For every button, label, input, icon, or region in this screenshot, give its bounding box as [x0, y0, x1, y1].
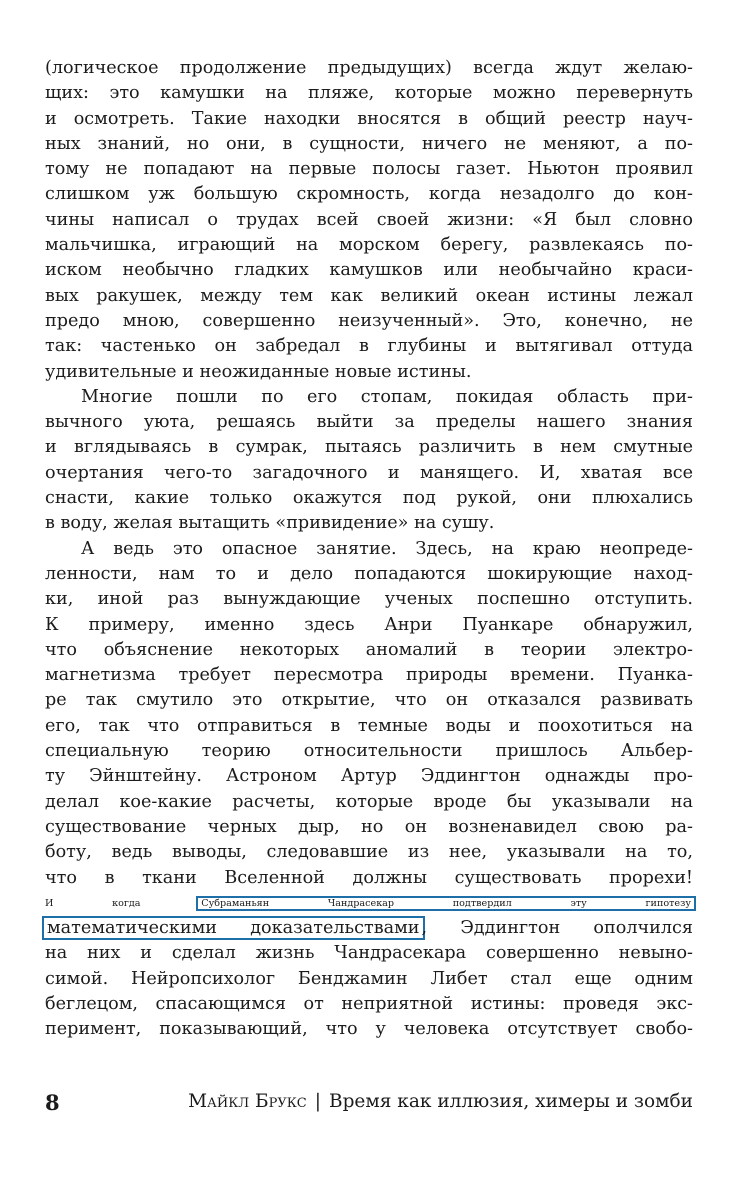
text-line: иском необычно гладких камушков или необычайно краси- [45, 260, 693, 281]
text-line: магнетизма требует пересмотра природы времени. Пуанка- [45, 665, 693, 686]
text-line: ных знаний, но они, в сущности, ничего не меняют, а по- [45, 133, 693, 154]
separator: | [314, 1091, 321, 1112]
text-line: щих: это камушки на пляже, которые можно перевернуть [45, 83, 693, 104]
text-line: симой. Нейропсихолог Бенджамин Либет стал еще одним [45, 968, 693, 989]
highlighted-phrase: математическими доказательствами [42, 916, 425, 940]
text-line: боту, ведь выводы, следовавшие из нее, указывали на то, [45, 842, 693, 863]
running-head [188, 1091, 693, 1112]
text-line: А ведь это опасное занятие. Здесь, на краю неопреде- [81, 538, 693, 559]
text-line: слишком уж большую скромность, когда незадолго до кон- [45, 184, 693, 205]
text-line: так: частенько он забредал в глубины и вытягивал оттуда [45, 336, 693, 357]
text-line: и вглядываясь в сумрак, пытаясь различить в нем смутные [45, 437, 693, 458]
text-line: предо мною, совершенно неизученный». Это, конечно, не [45, 310, 693, 331]
text-line: что в ткани Вселенной должны существовать прорехи! [45, 867, 693, 888]
main-text [45, 56, 693, 1043]
text-line: чины написал о трудах всей своей жизни: «Я был словно [45, 209, 693, 230]
text-line: специальную теорию относительности пришлось Альбер- [45, 741, 693, 762]
book-title: Время как иллюзия, химеры и зомби [328, 1091, 693, 1112]
page-footer [45, 1090, 693, 1120]
text-line: на них и сделал жизнь Чандрасекара совершенно невыно- [45, 943, 693, 964]
text-line: Многие пошли по его стопам, покидая область при- [81, 386, 693, 407]
text-line: вых ракушек, между тем как великий океан истины лежал [45, 285, 693, 306]
text-line: беглецом, спасающимся от неприятной истины: проведя экс- [45, 993, 693, 1014]
line-text: И когда [45, 897, 200, 909]
text-line: (логическое продолжение предыдущих) всегда ждут желаю- [45, 58, 693, 78]
text-line: вычного уюта, решаясь выйти за пределы нашего знания [45, 412, 693, 433]
text-line: ки, иной раз вынуждающие ученых поспешно отступить. [45, 589, 693, 610]
text-line: существование черных дыр, но он возненавидел свою ра- [45, 816, 693, 837]
text-line [45, 891, 693, 916]
text-line: что объяснение некоторых аномалий в теории электро- [45, 639, 693, 660]
text-line: перимент, показывающий, что у человека отсутствует свобо- [45, 1019, 693, 1040]
text-line: очертания чего-то загадочного и манящего. И, хватая все [45, 462, 693, 483]
text-line: и осмотреть. Такие находки вносятся в общий реестр науч- [45, 108, 693, 129]
text-line: тому не попадают на первые полосы газет. Ньютон проявил [45, 159, 693, 180]
text-line: делал кое-какие расчеты, которые вроде бы указывали на [45, 791, 693, 812]
text-line: удивительные и неожиданные новые истины. [45, 361, 472, 382]
text-line: его, так что отправиться в темные воды и поохотиться на [45, 715, 693, 736]
page-number: 8 [45, 1090, 60, 1115]
text-line: снасти, какие только окажутся под рукой, они плюхались [45, 488, 693, 509]
line-text: , Эддингтон ополчился [421, 918, 693, 939]
author-name: Майкл Брукс [188, 1091, 307, 1112]
text-line: ленности, нам то и дело попадаются шокирующие наход- [45, 563, 693, 584]
text-line: ре так смутило это открытие, что он отказался развивать [45, 690, 693, 711]
text-line: К примеру, именно здесь Анри Пуанкаре обнаружил, [45, 614, 693, 635]
text-line: ту Эйнштейну. Астроном Артур Эддингтон однажды про- [45, 766, 693, 787]
text-line [45, 916, 693, 941]
text-line: в воду, желая вытащить «привидение» на сушу. [45, 513, 495, 534]
text-line: мальчишка, играющий на морском берегу, развлекаясь по- [45, 235, 693, 256]
highlighted-phrase: Субраманьян Чандрасекар подтвердил эту гипотезу [196, 896, 696, 911]
